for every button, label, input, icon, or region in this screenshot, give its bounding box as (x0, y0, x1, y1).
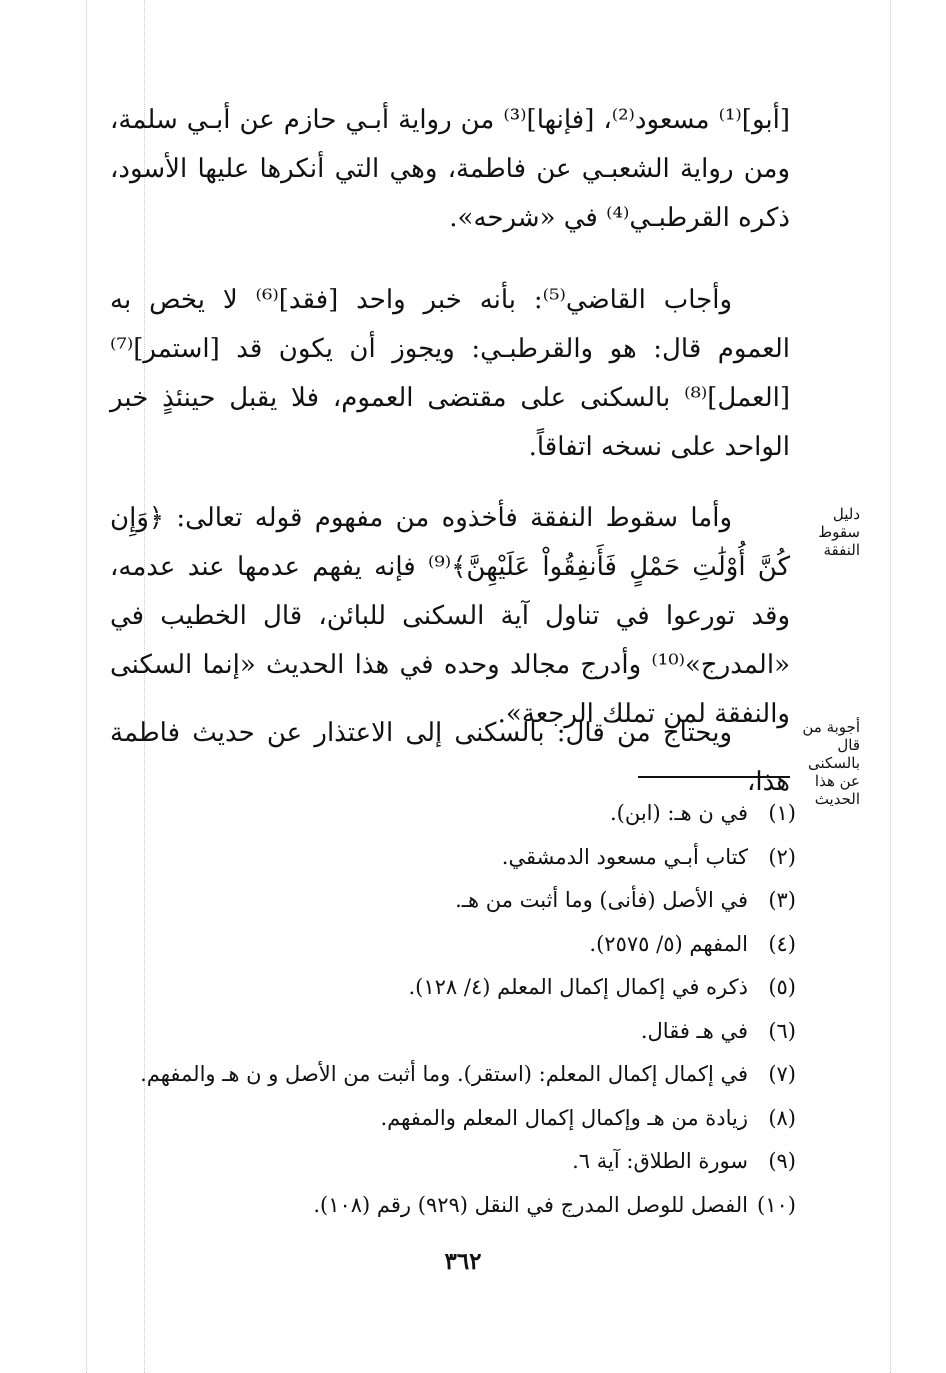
footnote-text: كتاب أبـي مسعود الدمشقي. (501, 844, 748, 869)
footnote-item (130, 1010, 796, 1054)
paragraph-2 (110, 276, 790, 472)
footnote-number: (٧) (768, 1062, 796, 1086)
scan-artifact-line (86, 0, 87, 1373)
margin-note-nafaqa: دليل سقوط النفقة (818, 505, 860, 559)
footnote-item (130, 1140, 796, 1184)
paragraph-4-text: ويحتاج من قال: بالسكنى إلى الاعتذار عن حديث فاطمة هذا، (110, 718, 790, 797)
footnote-text: الفصل للوصل المدرج في النقل (٩٢٩) رقم (١٠٨). (313, 1192, 748, 1217)
footnote-text: في ن هـ: (ابن). (609, 801, 748, 825)
footnote-number: (١) (768, 801, 796, 825)
footnote-text: سورة الطلاق: آية ٦. (572, 1149, 748, 1173)
footnote-number: (٦) (768, 1018, 796, 1043)
footnote-text: المفهم (٥/ ٢٥٧٥). (589, 931, 748, 956)
footnote-item (130, 792, 796, 836)
footnote-number: (١٠) (757, 1192, 796, 1217)
footnote-item (130, 836, 796, 880)
footnote-text: في الأصل (فأنى) وما أثبت من هـ. (455, 888, 748, 912)
footnote-number: (٢) (768, 844, 796, 869)
footnote-text: ذكره في إكمال إكمال المعلم (٤/ ١٢٨). (408, 975, 748, 999)
footnote-number: (٣) (768, 888, 796, 912)
footnote-number: (٤) (768, 931, 796, 956)
footnote-separator (638, 776, 790, 778)
paragraph-1: [أبو]⁽¹⁾ مسعود⁽²⁾، [فإنها]⁽³⁾ من رواية أبـي حازم عن أبـي سلمة، ومن رواية الشعبـي عن فاطمة، وهي التي أنكرها عليها الأسود، ذكره القرطبـي⁽⁴⁾ في «شرحه». (110, 105, 790, 233)
margin-note-answers: أجوبة من قال بالسكنى عن هذا الحديث (802, 718, 860, 808)
paragraph-3-text: وأما سقوط النفقة فأخذوه من مفهوم قوله تعالى: ﴿وَإِن كُنَّ أُوْلَٰتِ حَمْلٍ فَأَنفِقُواْ عَلَيْهِنَّ﴾⁽⁹⁾ فإنه يفهم عدمها عند عدمه، وقد تورعوا في تناول آية السكنى للبائن، قال الخطيب في «المدرج»⁽¹⁰⁾ وأدرج مجالد وحده في هذا الحديث «إنما السكنى والنفقة لمن تملك الرجعة». (110, 503, 790, 729)
footnote-item (130, 966, 796, 1010)
scan-artifact-line (890, 0, 891, 1373)
footnotes-list (130, 792, 796, 1227)
footnote-number: (٥) (768, 975, 796, 999)
footnote-text: زيادة من هـ وإكمال إكمال المعلم والمفهم. (380, 1105, 748, 1130)
footnote-item (130, 1053, 796, 1097)
footnote-item (130, 923, 796, 967)
footnote-item (130, 879, 796, 923)
footnote-item (130, 1184, 796, 1228)
page-number: ٣٦٢ (444, 1248, 482, 1275)
footnote-number: (٩) (768, 1149, 796, 1173)
footnote-number: (٨) (768, 1105, 796, 1130)
footnote-item (130, 1097, 796, 1141)
paragraph-3 (110, 494, 790, 739)
footnote-text: في إكمال إكمال المعلم: (استقر). وما أثبت من الأصل و ن هـ والمفهم. (140, 1062, 748, 1086)
footnote-text: في هـ فقال. (640, 1018, 748, 1043)
paragraph-2-text: وأجاب القاضي⁽⁵⁾: بأنه خبر واحد [فقد]⁽⁶⁾ لا يخص به العموم قال: هو والقرطبـي: ويجوز أن يكون قد [استمر]⁽⁷⁾ [العمل]⁽⁸⁾ بالسكنى على مقتضى العموم، فلا يقبل حينئذٍ خبر الواحد على نسخه اتفاقاً. (110, 285, 790, 462)
